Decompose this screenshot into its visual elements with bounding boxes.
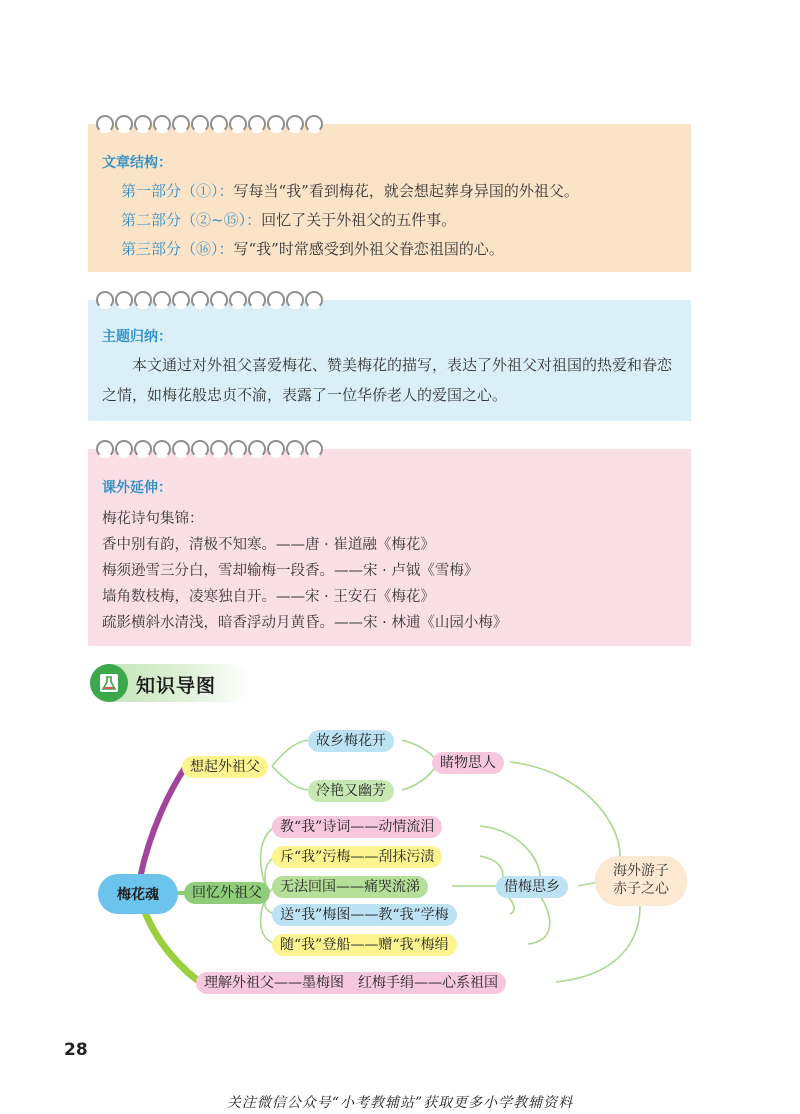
- part-label: 第二部分（②~⑮）：: [121, 211, 262, 229]
- branch-recall-grandpa: 想起外祖父: [182, 756, 268, 778]
- homesick-node: 借梅思乡: [496, 876, 568, 898]
- page-number: 28: [64, 1040, 88, 1060]
- conclusion-cloud: [595, 856, 687, 906]
- theme-text: 本文通过对外祖父喜爱梅花、赞美梅花的描写，表达了外祖父对祖国的热爱和眷恋之情，如梅花般忠贞不渝，表露了一位华侨老人的爱国之心。: [102, 356, 673, 404]
- object-memory-node: 睹物思人: [432, 752, 504, 774]
- part-text: 回忆了关于外祖父的五件事。: [261, 211, 457, 229]
- part-label: 第三部分（⑯）：: [121, 240, 234, 258]
- poem-heading: 梅花诗句集锦：: [102, 511, 204, 527]
- event-node: 教“我”诗词——动情流泪: [272, 816, 442, 838]
- branch-remember-grandpa: 回忆外祖父: [184, 882, 270, 904]
- mindmap-title: 知识导图: [136, 675, 217, 697]
- branch-understand-grandpa: 理解外祖父——墨梅图 红梅手绢——心系祖国: [196, 972, 506, 994]
- poem-line: 香中别有韵，清极不知寒。——唐 · 崔道融《梅花》: [102, 537, 435, 553]
- poem-line: 疏影横斜水清浅，暗香浮动月黄昏。——宋 · 林逋《山园小梅》: [102, 615, 508, 631]
- fragrance-node: 冷艳又幽芳: [308, 780, 394, 802]
- part-text: 写“我”时常感受到外祖父眷恋祖国的心。: [233, 240, 504, 258]
- part-text: 写每当“我”看到梅花，就会想起葬身异国的外祖父。: [233, 182, 579, 200]
- poem-line: 梅须逊雪三分白，雪却输梅一段香。——宋 · 卢钺《雪梅》: [102, 563, 479, 579]
- footer-note: 关注微信公众号“小考教辅站”获取更多小学教辅资料: [226, 1095, 574, 1111]
- event-node: 随“我”登船——赠“我”梅绢: [272, 934, 457, 956]
- structure-title: 文章结构：: [102, 155, 172, 171]
- event-node: 无法回国——痛哭流涕: [272, 876, 428, 898]
- poem-line: 墙角数枝梅，凌寒独自开。——宋 · 王安石《梅花》: [102, 589, 435, 605]
- extension-title: 课外延伸：: [102, 480, 172, 496]
- hometown-plum-node: 故乡梅花开: [308, 730, 394, 752]
- mindmap-root: 梅花魂: [98, 874, 178, 914]
- event-node: 斥“我”污梅——刮抹污渍: [272, 846, 442, 868]
- part-label: 第一部分（①）：: [121, 182, 234, 200]
- theme-title: 主题归纳：: [102, 329, 172, 345]
- conclusion-line: 赤子之心: [613, 881, 669, 897]
- conclusion-line: 海外游子: [613, 863, 669, 879]
- event-node: 送“我”梅图——教“我”学梅: [272, 904, 457, 926]
